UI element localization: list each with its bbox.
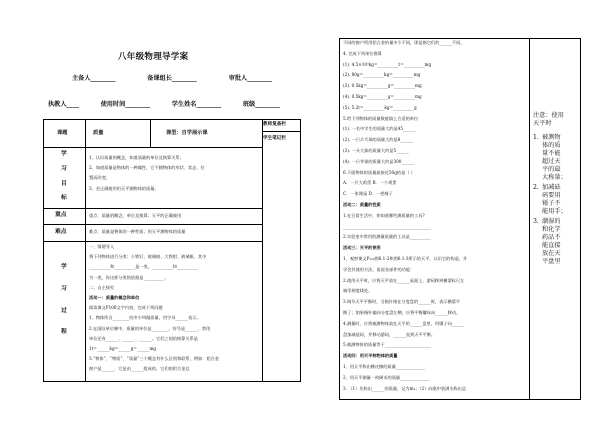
note-item-2: 2. 加减砝 码要用 镊子不 能用手； <box>533 184 567 215</box>
difficulty-text: 难点：质量是物体的一种性质；用天平测物体的质量 <box>89 229 186 234</box>
right-col-divider <box>529 38 530 400</box>
col-divider-type <box>150 119 151 147</box>
middle-content: 不同的窗户所用铝合金的量多少不同，即是指它们的______不同。 4. 完成下列单位换算 (1). 4.5×10⁵kg=__________t=__________mg (2). 80g=__________kg=__________mg (3). 0.5kg=__________g=__________mg (4). 0.5kg=__________g=__________mg (5). 5.2t=__________kg=__________g 5.给下列物体的质量数值填上合适的单位 (1). 一名中学生的质量大约是45______ (2). 一只乒乓球的质量大约是8______ (3). 一头大象的质量大约是5______ (4). 一只苹果的质量大约是300______ 6.下面物体的质量最接近50g的是（ ） A．一只大鸡蛋 B．一个鸡蛋 C．一张课桌 D．一把椅子 活动二：质量的性质 1.在日常生活中，你知道哪些测质量的工具? __________________________________________ 2.实验室中常用的测量质量的工具是__________ 活动三：天平的使用 1、观察课文P₁₁₀图6.1-2和图6.1-3所示的天平，认识它的构造，并 学会其使用方法，说说各部件的功能： 2.使用天平时，应将天平放在______桌面上，游码移到横梁标尺左 端零刻度线处。 3.调节天平平衡时，当指针指在分度盘的______时，表示横梁平 衡了；如果指针偏向分度盘左侧，应将平衡螺母向______移动。 4.测量时，应将被测物体放在天平的______盘里，用镊子向______ 盘加减砝码，并移动游码，______直到天平平衡。 5.被测物体的质量等于______________________ 活动四：用天平称物体的质量 1、用天平称出橡皮擦的质量______________ 2、用天平测量一枚硬币的质量______________ 3. （1）先称出______的质量，记为m₁；（2）向瓶中装满水称出总 <box>343 40 468 391</box>
use-time: 使用时间________ <box>100 101 151 108</box>
header-row2 <box>48 99 280 108</box>
right-notes <box>533 112 579 266</box>
student-name: 学生姓名________ <box>171 101 222 108</box>
teacher: 执教人____ <box>48 101 79 108</box>
student-column-label: 学生笔记栏 <box>263 136 286 141</box>
main-preparer: 主备人________ <box>72 75 116 82</box>
teacher-column-label: 教师复备栏 <box>263 122 286 127</box>
topic-value: 质量 <box>93 130 104 136</box>
process-text: 一、情境导入 将下列物体进行分类：小铁钉、玻璃窗、大铁钳、玻璃瓶、其中 __________和__________是一类，__________和__________ 为一类，你这样分类的依据是__________。 二、自主探究 活动一：质量的概念和单位 阅读课文P108文字内容，完成下列问题 1、物体所含________的多少叫做质量，用字母______表示。 2.在国际单位制中，质量的单位是________，符号是______，常用 单位还有______、______、______。它们之间的换算关系是 1t=______kg=______g=______mg 3.“物体”、“物质”、“质量”三个概念有什么区别和联系，例如：铝合金 窗户是______，它是由______组成的，它们的铝合金总 <box>89 244 219 372</box>
lesson-type: 课型：自学展示课 <box>166 130 208 136</box>
approver: 审批人________ <box>228 75 272 82</box>
row-divider-4 <box>43 241 262 242</box>
note-item-1: 1. 被测物 体的质 量不能 超过天 平的最 大称量； <box>533 134 567 181</box>
row-divider-right <box>262 131 301 132</box>
goals-label: 学 习 目 标 <box>61 151 67 202</box>
note-item-3: 3. 潮湿的 和化学 药品不 能直接 放在天 平盘里 <box>533 218 561 265</box>
row-divider-3 <box>43 224 262 225</box>
goals-text: 1、认识质量的概念，知道质量的单位及换算关系； 2、知道质量是物体的一种属性，它不随物体的形状、状态、位 置而改变； 3、会正确使用用天平测物体的质量。 <box>89 155 205 191</box>
page-title: 八年级物理导学案 <box>118 52 189 62</box>
key-label: 重点 <box>55 212 67 218</box>
col-divider-1 <box>85 119 86 382</box>
difficulty-label: 难点 <box>55 229 67 235</box>
note-title: 注意：使用 天平时 <box>533 112 564 127</box>
col-divider-2 <box>262 119 263 382</box>
row-divider-2 <box>43 208 262 209</box>
class-name: 班级________ <box>242 101 280 108</box>
group-leader: 备课组长________ <box>147 75 197 82</box>
key-text: 重点：质量的概念、单位及换算；天平的正确使用 <box>89 213 182 218</box>
header-row1 <box>72 73 272 82</box>
topic-label: 课题 <box>57 130 68 136</box>
process-label: 学 习 过 程 <box>61 264 67 336</box>
row-divider-1 <box>43 147 262 148</box>
